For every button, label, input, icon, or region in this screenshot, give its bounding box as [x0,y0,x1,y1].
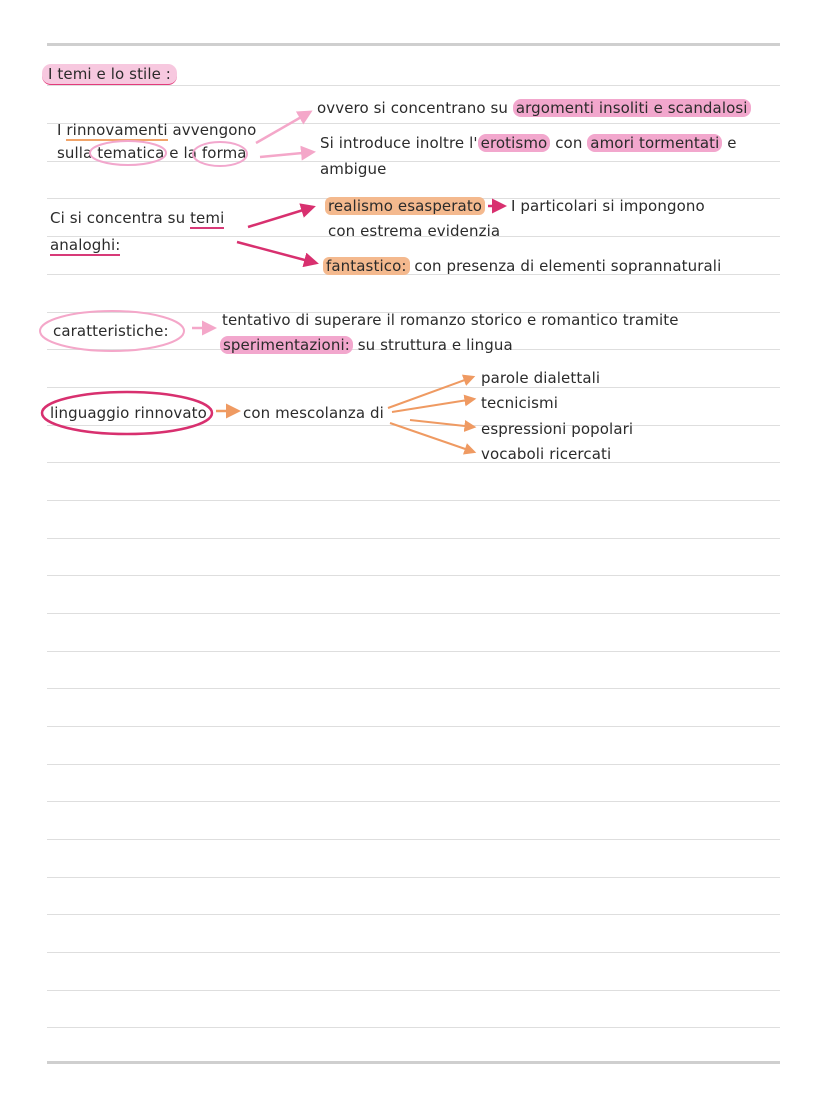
sperimentazioni-highlight: sperimentazioni: [220,336,353,354]
ruling-line [47,877,780,878]
ruling-line [47,85,780,86]
ruling-line [47,387,780,388]
list-item: tecnicismi [481,394,559,412]
arrow-to-erotismo [260,152,313,157]
erotismo-highlight: erotismo [478,134,551,152]
ruling-line [47,688,780,689]
ruling-line [47,952,780,953]
rinnovamenti-word: rinnovamenti [66,121,168,139]
arrow-to-realismo [248,207,313,227]
caratteristiche-line1: tentativo di superare il romanzo storico e romantico tramite [222,311,679,329]
bottom-rule [47,1061,780,1064]
branch-realismo-line2: con estrema evidenzia [328,222,501,240]
ruling-line [47,1027,780,1028]
top-rule [47,43,780,46]
forma-word: forma [201,144,247,162]
amori-highlight: amori tormentati [587,134,722,152]
linguaggio-label: linguaggio rinnovato [50,404,207,422]
ruling-line [47,613,780,614]
ruling-line [47,575,780,576]
renewal-note-line2: sulla tematica e la forma [57,144,247,162]
tematica-word: tematica [97,144,165,162]
arrow-to-item-2 [392,399,474,412]
arrow-to-item-1 [388,377,473,408]
arrow-to-item-4 [390,423,474,452]
temi-word: temi [190,209,225,227]
branch-realismo-detail: I particolari si impongono [511,197,705,215]
mescolanza-label: con mescolanza di [243,404,384,422]
list-item: vocaboli ricercati [481,445,612,463]
ruling-line [47,764,780,765]
arrow-to-fantastico [237,242,316,263]
ruling-line [47,425,780,426]
ruling-line [47,726,780,727]
argomenti-highlight: argomenti insoliti e scandalosi [513,99,751,117]
branch-argomenti: ovvero si concentrano su argomenti insoliti e scandalosi [317,98,751,118]
page-title: I temi e lo stile : [42,64,177,84]
realismo-highlight: realismo esasperato [325,197,485,215]
analoghi-word: analoghi: [50,236,121,254]
caratteristiche-label: caratteristiche: [53,322,169,340]
ruling-line [47,651,780,652]
ruling-line [47,839,780,840]
ruling-line [47,462,780,463]
branch-erotismo: Si introduce inoltre l' erotismo con amori tormentati e [320,134,737,152]
branch-fantastico: fantastico: con presenza di elementi soprannaturali [323,256,721,276]
ruling-line [47,538,780,539]
themes-note-line1: Ci si concentra su temi [50,209,225,227]
list-item: espressioni popolari [481,420,634,438]
ruling-line [47,500,780,501]
renewal-note-line1: I rinnovamenti avvengono [57,121,257,139]
fantastico-highlight: fantastico: [323,257,410,275]
ruling-line [47,801,780,802]
ruling-line [47,990,780,991]
caratteristiche-line2: sperimentazioni: su struttura e lingua [220,335,513,355]
branch-realismo [325,196,485,216]
branch-erotismo-line2: ambigue [320,160,387,178]
arrow-to-argomenti [256,112,310,143]
themes-note-line2 [50,235,120,255]
ruling-line [47,914,780,915]
list-item: parole dialettali [481,369,601,387]
